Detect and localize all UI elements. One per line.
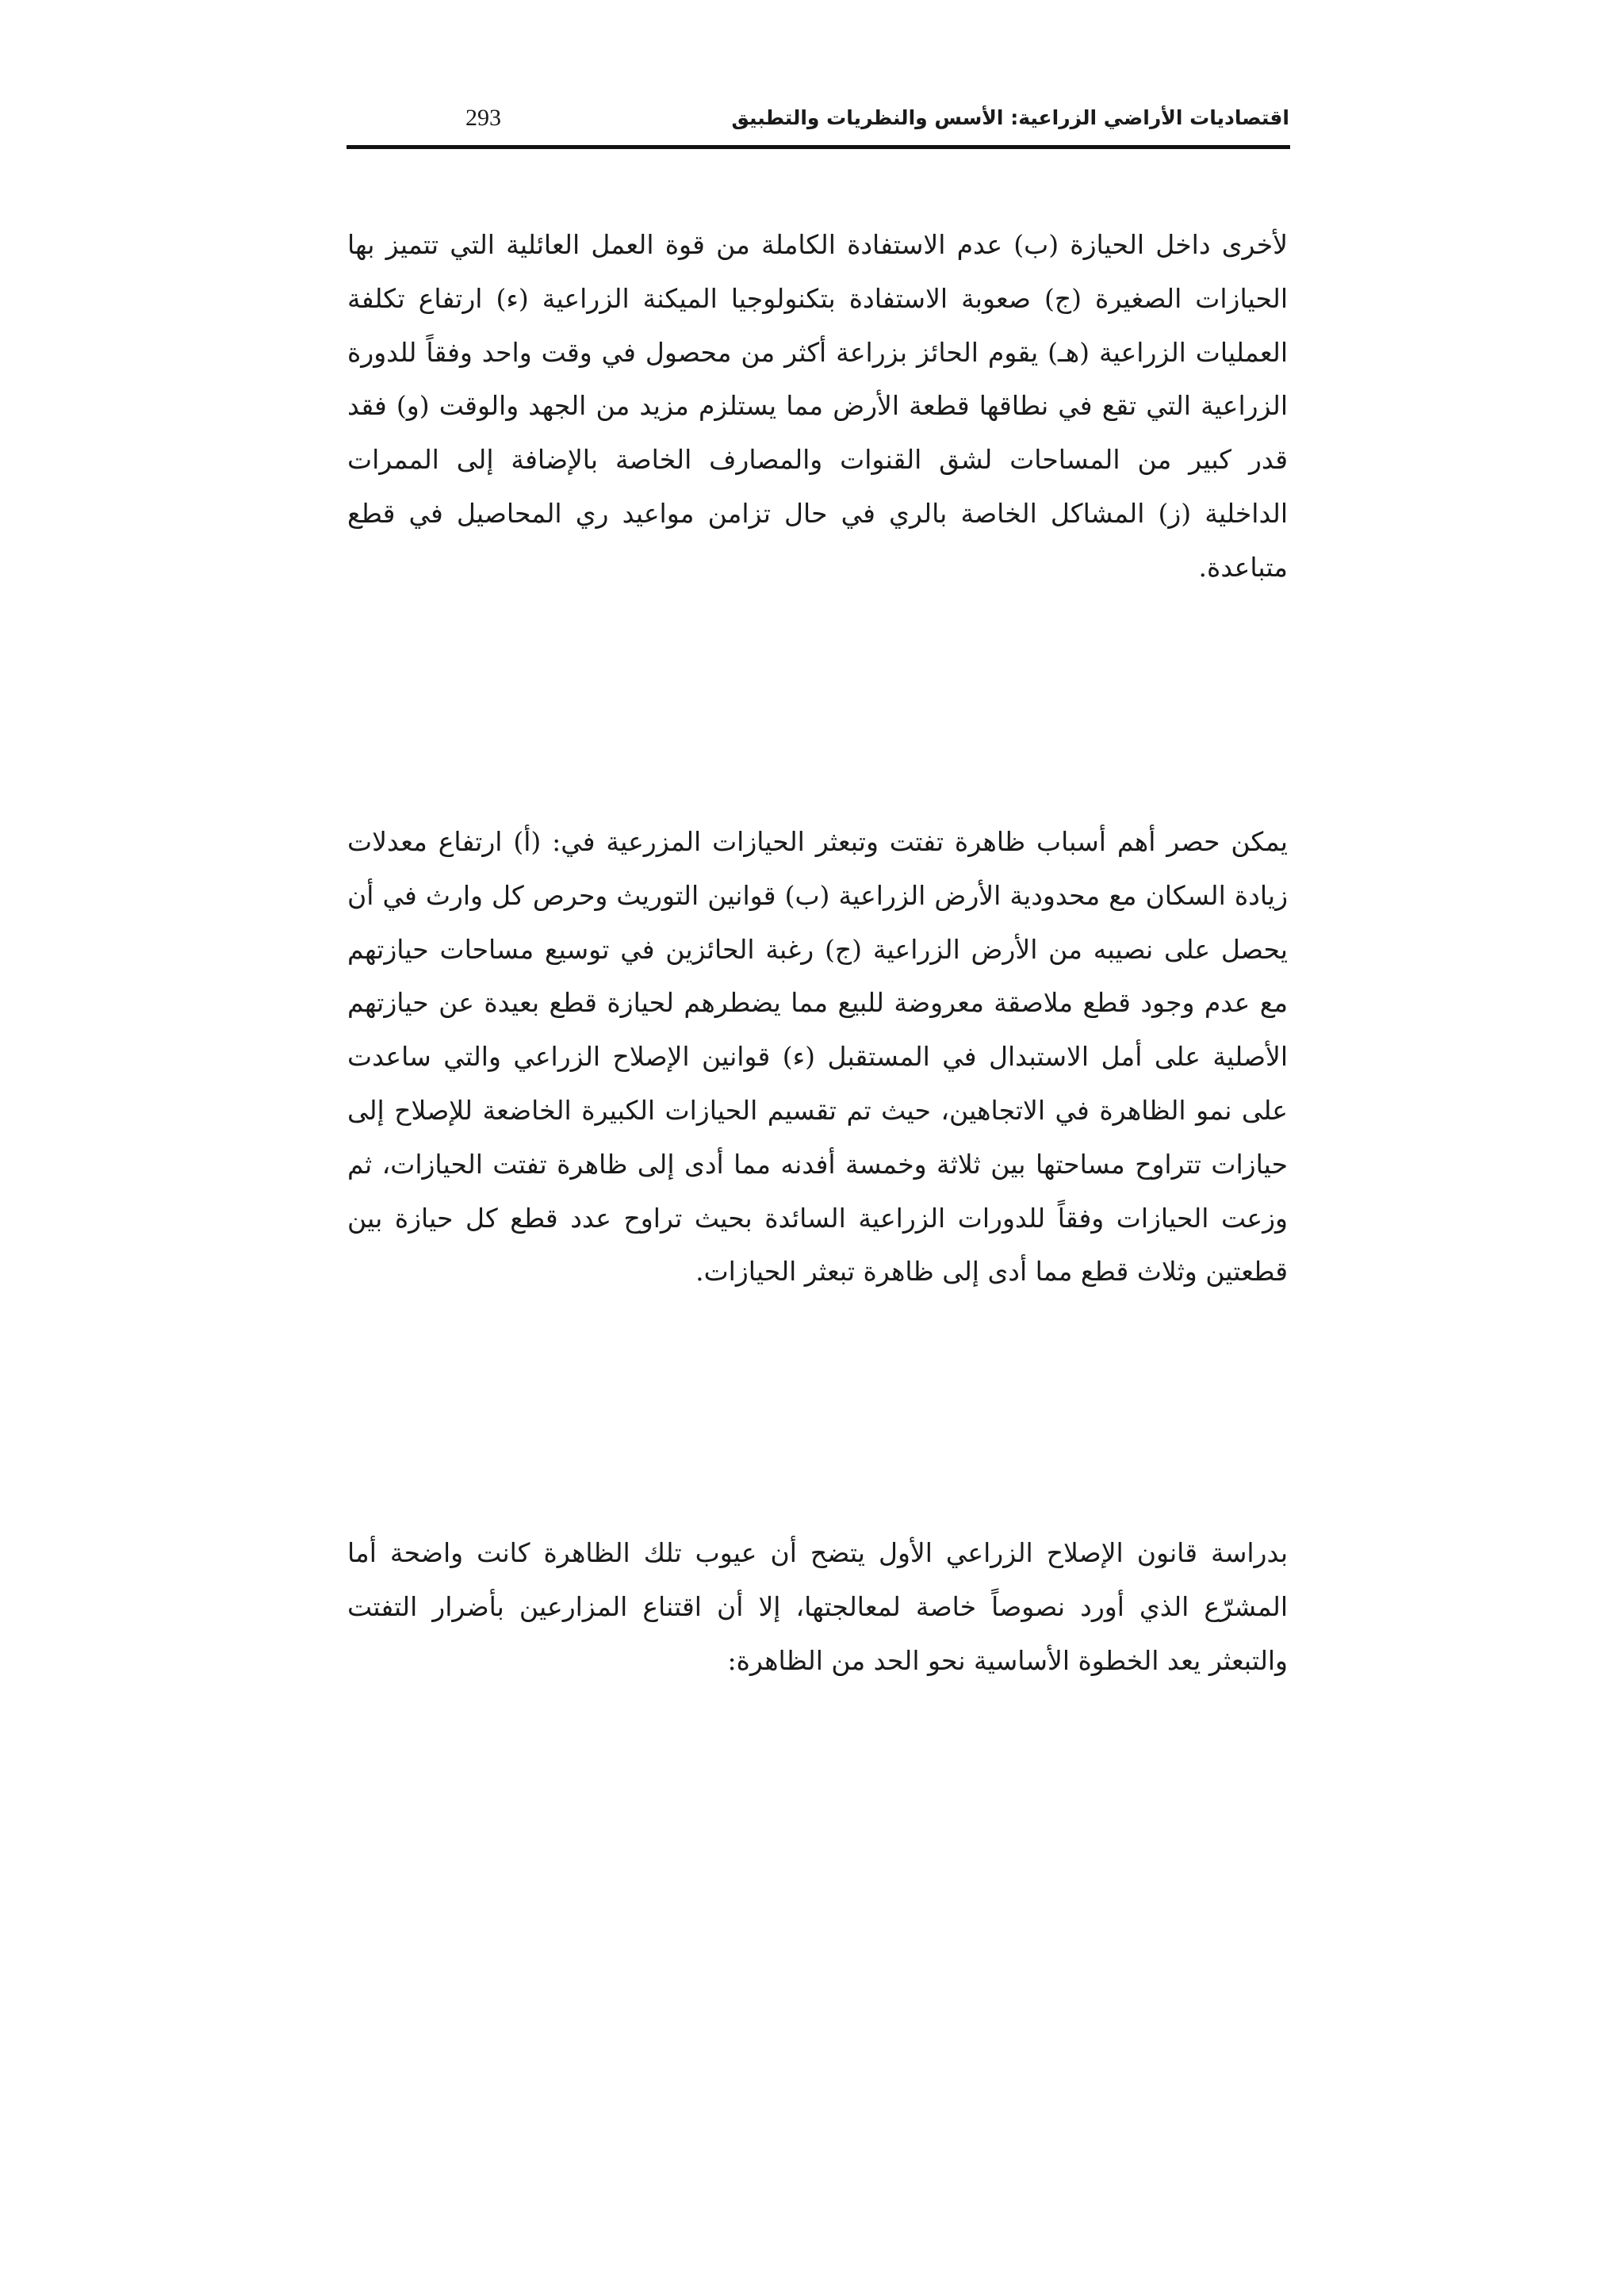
body-paragraph-2: يمكن حصر أهم أسباب ظاهرة تفتت وتبعثر الحيازات المزرعية في: (أ) ارتفاع معدلات زيادة السكان مع محدودية الأرض الزراعية (ب) قوانين التوريث وحرص كل وارث في أن يحصل على نصيبه من الأرض الزراعية (ج) رغبة الحائزين في توسيع مساحات حيازتهم مع عدم وجود قطع ملاصقة معروضة للبيع مما يضطرهم لحيازة قطع بعيدة عن حيازتهم الأصلية على أمل الاستبدال في المستقبل (ء) قوانين الإصلاح الزراعي والتي ساعدت على نمو الظاهرة في الاتجاهين، حيث تم تقسيم الحيازات الكبيرة الخاضعة للإصلاح إلى حيازات تتراوح مساحتها بين ثلاثة وخمسة أفدنه مما أدى إلى ظاهرة تفتت الحيازات، ثم وزعت الحيازات وفقاً للدورات الزراعية السائدة بحيث تراوح عدد قطع كل حيازة بين قطعتين وثلاث قطع مما أدى إلى ظاهرة تبعثر الحيازات. <box>347 826 1288 1288</box>
header-divider <box>347 145 1290 149</box>
body-paragraph-1: لأخرى داخل الحيازة (ب) عدم الاستفادة الكاملة من قوة العمل العائلية التي تتميز بها الحيازات الصغيرة (ج) صعوبة الاستفادة بتكنولوجيا الميكنة الزراعية (ء) ارتفاع تكلفة العمليات الزراعية (هـ) يقوم الحائز بزراعة أكثر من محصول في وقت واحد وفقاً للدورة الزراعية التي تقع في نطاقها قطعة الأرض مما يستلزم مزيد من الجهد والوقت (و) فقد قدر كبير من المساحات لشق القنوات والمصارف الخاصة بالإضافة إلى الممرات الداخلية (ز) المشاكل الخاصة بالري في حال تزامن مواعيد ري المحاصيل في قطع متباعدة. <box>347 229 1288 583</box>
body-paragraph-3: بدراسة قانون الإصلاح الزراعي الأول يتضح أن عيوب تلك الظاهرة كانت واضحة أما المشرّع الذي أورد نصوصاً خاصة لمعالجتها، إلا أن اقتناع المزارعين بأضرار التفتت والتبعثر يعد الخطوة الأساسية نحو الحد من الظاهرة: <box>347 1537 1288 1676</box>
header-title: اقتصاديات الأراضي الزراعية: الأسس والنظريات والتطبيق <box>731 106 1289 129</box>
page-number: 293 <box>465 105 501 131</box>
running-header <box>349 101 1289 146</box>
